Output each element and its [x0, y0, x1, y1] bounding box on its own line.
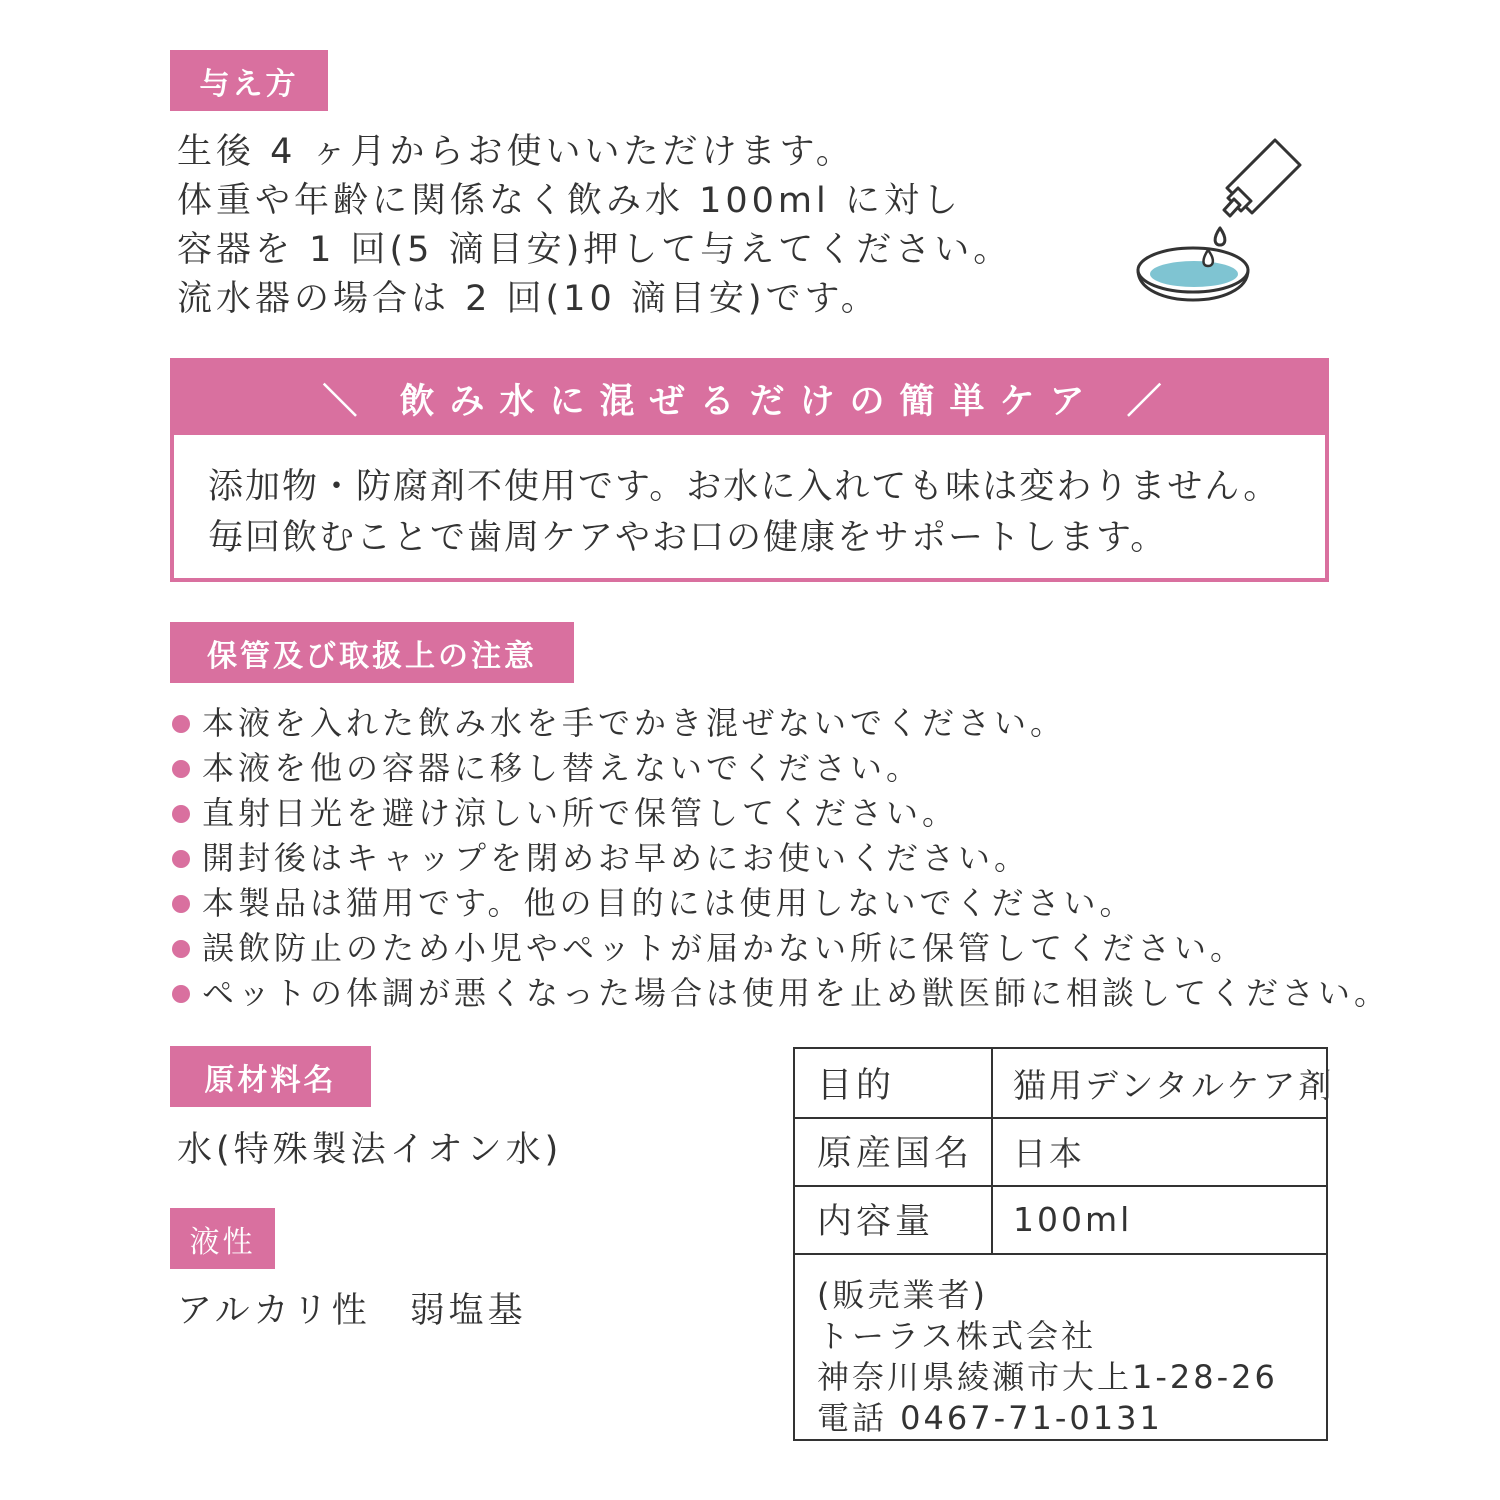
caution-item	[172, 791, 1390, 836]
bullet-dot-icon	[172, 850, 190, 868]
seller-company: トーラス株式会社	[817, 1317, 1097, 1355]
row-label: 目的	[795, 1049, 993, 1117]
bullet-dot-icon	[172, 985, 190, 1003]
caution-item	[172, 701, 1390, 746]
caution-text: 直射日光を避け涼しい所で保管してください。	[202, 794, 959, 832]
caution-text: 本製品は猫用です。他の目的には使用しないでください。	[202, 884, 1136, 922]
usage-text	[177, 128, 1012, 324]
banner-line: 添加物・防腐剤不使用です。お水に入れても味は変わりません。	[208, 467, 1281, 507]
row-value: 100ml	[1013, 1199, 1133, 1239]
dropper-icon	[1208, 140, 1300, 267]
row-label: 内容量	[795, 1185, 993, 1253]
seller-phone: 電話 0467-71-0131	[817, 1399, 1163, 1437]
row-value: 猫用デンタルケア剤	[1013, 1065, 1335, 1105]
row-value: 日本	[1013, 1133, 1085, 1173]
usage-line: 生後 4 ヶ月からお使いいただけます。	[177, 132, 855, 172]
ingredients-value: 水(特殊製法イオン水)	[177, 1130, 563, 1170]
caution-text: 本液を他の容器に移し替えないでください。	[202, 749, 923, 787]
usage-line: 容器を 1 回(5 滴目安)押して与えてください。	[177, 230, 1013, 270]
usage-line: 流水器の場合は 2 回(10 滴目安)です。	[177, 279, 880, 319]
bullet-dot-icon	[172, 715, 190, 733]
table-row	[795, 1185, 1326, 1255]
table-row	[795, 1117, 1326, 1187]
ph-value: アルカリ性 弱塩基	[177, 1291, 527, 1331]
caution-text: 開封後はキャップを閉めお早めにお使いください。	[202, 839, 1031, 877]
caution-item	[172, 836, 1390, 881]
caution-item	[172, 971, 1390, 1016]
ph-heading: 液性	[170, 1208, 275, 1269]
seller-label: (販売業者)	[817, 1276, 988, 1314]
banner-line: 毎回飲むことで歯周ケアやお口の健康をサポートします。	[208, 518, 1168, 558]
banner-title: ＼ 飲み水に混ぜるだけの簡単ケア ／	[174, 362, 1325, 435]
caution-item	[172, 881, 1390, 926]
banner-text	[208, 462, 1280, 564]
usage-line: 体重や年齢に関係なく飲み水 100ml に対し	[177, 181, 962, 221]
ingredients-heading: 原材料名	[170, 1046, 371, 1107]
feature-banner	[170, 358, 1329, 582]
dropper-bowl-illustration	[1130, 132, 1310, 322]
product-info-table	[793, 1047, 1335, 1441]
bullet-dot-icon	[172, 805, 190, 823]
bullet-dot-icon	[172, 940, 190, 958]
usage-heading: 与え方	[170, 50, 328, 111]
caution-text: ペットの体調が悪くなった場合は使用を止め獣医師に相談してください。	[202, 974, 1391, 1012]
row-label: 原産国名	[795, 1117, 993, 1185]
caution-text: 本液を入れた飲み水を手でかき混ぜないでください。	[202, 704, 1067, 742]
cautions-list	[172, 701, 1390, 1016]
bullet-dot-icon	[172, 760, 190, 778]
water-bowl-icon	[1138, 248, 1248, 300]
caution-item	[172, 926, 1390, 971]
seller-info	[817, 1275, 1278, 1439]
bullet-dot-icon	[172, 895, 190, 913]
table-row	[795, 1049, 1335, 1119]
caution-text: 誤飲防止のため小児やペットが届かない所に保管してください。	[202, 929, 1247, 967]
seller-address: 神奈川県綾瀬市大上1-28-26	[817, 1358, 1278, 1396]
cautions-heading: 保管及び取扱上の注意	[170, 622, 574, 683]
caution-item	[172, 746, 1390, 791]
